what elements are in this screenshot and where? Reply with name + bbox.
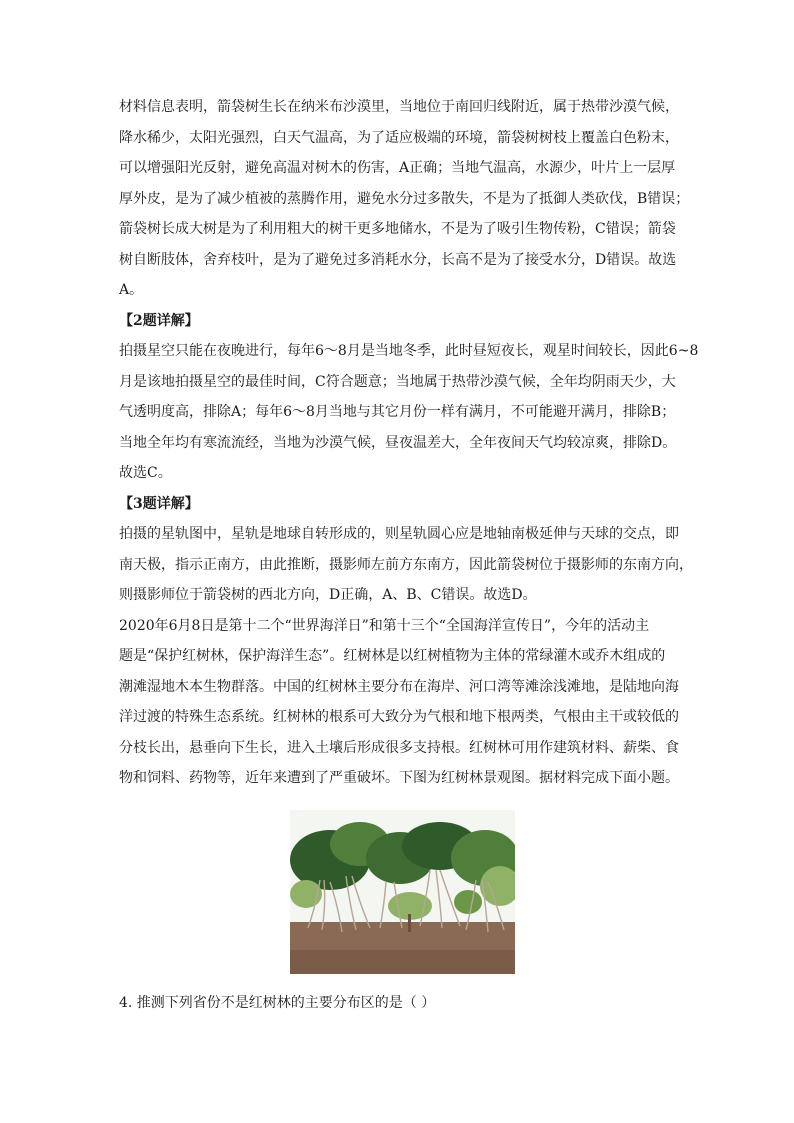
paragraph-mangrove-material [119,611,685,794]
paragraph-q1-explanation [119,92,690,306]
text-line: 物和饲料、药物等，近年来遭到了严重破坏。下图为红树林景观图。据材料完成下面小题。 [119,770,679,786]
text-line: 拍摄的星轨图中，星轨是地球自转形成的，则星轨圆心应是地轴南极延伸与天球的交点，即 [119,526,679,542]
text-line: A。 [119,282,144,298]
text-line: 月是该地拍摄星空的最佳时间，C符合题意；当地属于热带沙漠气候，全年均阴雨天少，大 [119,373,676,390]
text-line: 题是“保护红树林，保护海洋生态”。红树林是以红树植物为主体的常绿灌木或乔木组成的 [119,648,666,664]
paragraph-q2-explanation [119,336,699,489]
text-line: 可以增强阳光反射，避免高温对树木的伤害，A正确；当地气温高，水源少，叶片上一层厚 [119,160,676,176]
question-4: 4. 推测下列省份不是红树林的主要分布区的是（ ） [119,994,436,1011]
document-page [119,92,699,1032]
text-line: 拍摄星空只能在夜晚进行，每年6～8月是当地冬季，此时昼短夜长，观星时间较长，因此6~8 [119,343,699,359]
text-line: 降水稀少，太阳光强烈，白天气温高，为了适应极端的环境，箭袋树树枝上覆盖白色粉末， [119,129,679,146]
text-line: 树自断肢体，舍弃枝叶，是为了避免过多消耗水分，长高不是为了接受水分，D错误。故选 [119,251,677,268]
section-heading-q3: 【3题详解】 [119,495,199,512]
text-line: 厚外皮，是为了减少植被的蒸腾作用，避免水分过多散失，不是为了抵御人类砍伐，B错误； [119,190,690,207]
text-line: 当地全年均有寒流流经，当地为沙漠气候，昼夜温差大，全年夜间天气均较凉爽，排除D。 [119,434,677,451]
text-line: 气透明度高，排除A；每年6～8月当地与其它月份一样有满月，不可能避开满月，排除B； [119,404,676,420]
mangrove-forest-photo-icon [290,810,515,974]
text-line: 2020年6月8日是第十二个“世界海洋日”和第十三个“全国海洋宣传日”，今年的活动主 [119,617,650,634]
text-line: 故选C。 [119,465,172,481]
text-line: 则摄影师位于箭袋树的西北方向，D正确，A、B、C错误。故选D。 [119,587,537,603]
section-heading-q2: 【2题详解】 [119,312,199,329]
paragraph-q3-explanation [119,519,693,611]
text-line: 材料信息表明，箭袋树生长在纳米布沙漠里，当地位于南回归线附近，属于热带沙漠气候， [119,99,679,115]
text-line: 洋过渡的特殊生态系统。红树林的根系可大致分为气根和地下根两类，气根由主干或较低的 [119,709,679,725]
mangrove-forest-photo [290,810,515,974]
text-line: 分枝长出，悬垂向下生长，进入土壤后形成很多支持根。红树林可用作建筑材料、薪柴、食 [119,739,679,756]
text-line: 箭袋树长成大树是为了利用粗大的树干更多地储水，不是为了吸引生物传粉，C错误；箭袋 [119,221,676,237]
text-line: 潮滩湿地木本生物群落。中国的红树林主要分布在海岸、河口湾等滩涂浅滩地，是陆地向海 [119,678,679,695]
text-line: 南天极，指示正南方，由此推断，摄影师左前方东南方，因此箭袋树位于摄影师的东南方向， [119,556,693,573]
